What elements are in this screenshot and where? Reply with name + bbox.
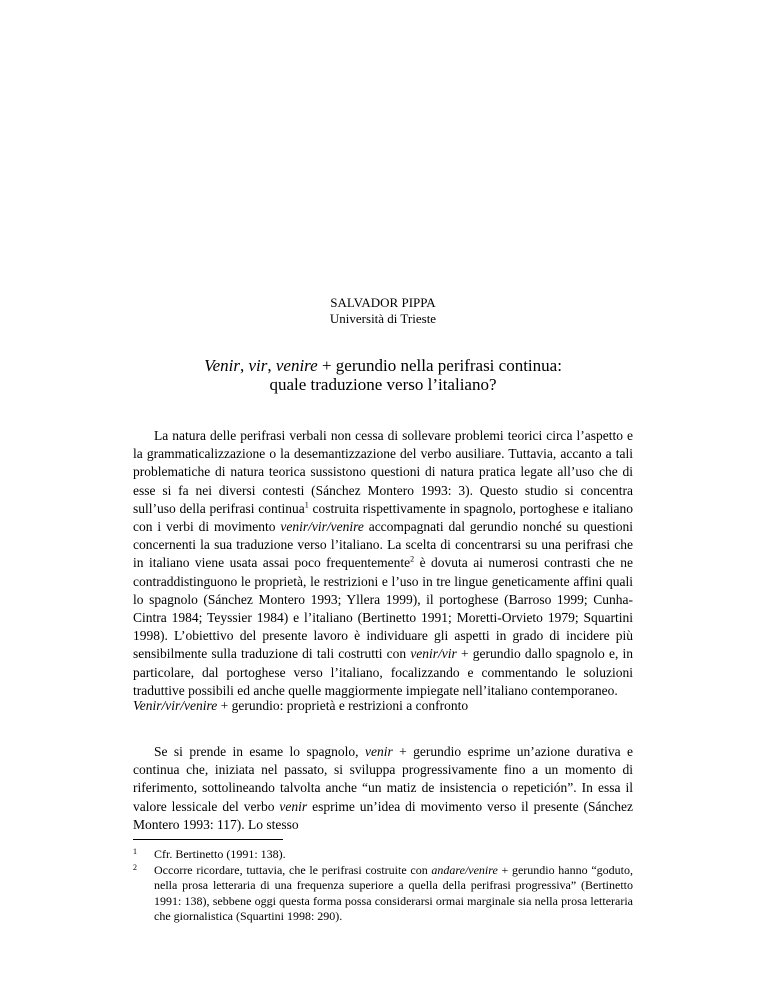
footnote-2 (133, 863, 633, 924)
footnote-ref-1: 1 (304, 500, 309, 510)
footnote-2-text-a: Occorre ricordare, tuttavia, che le perifrasi costruite con (154, 863, 432, 878)
title-line-1-rest: + gerundio nella perifrasi continua: (317, 356, 562, 375)
title-sep-2: , (267, 356, 276, 375)
footnote-2-text-b: + gerundio hanno “goduto, nella prosa letteraria di una frequenza superiore a quella della perifrasi progressiva” (Bertinetto 1991: 138), sebbene oggi questa forma possa considerarsi ormai marginale sia nella prosa letteraria che giornalistica (Squartini 1998: 290). (154, 863, 633, 923)
footnote-1 (133, 847, 633, 862)
footnote-divider (133, 839, 283, 840)
intro-italic-term-2: venir/vir (410, 646, 457, 662)
title-term-venire: venire (275, 356, 318, 375)
title-line-1 (133, 356, 633, 375)
paper-title (133, 356, 633, 394)
footnote-2-italic: andare/venire (431, 863, 498, 878)
intro-paragraph (133, 427, 633, 700)
section-text-3: esprime un’idea di movimento verso il presente (Sánchez Montero 1993: 117). Lo stesso (133, 798, 633, 832)
author-affiliation: Università di Trieste (329, 311, 437, 326)
title-term-vir: vir (248, 356, 268, 375)
author-name: SALVADOR PIPPA (330, 295, 436, 310)
section-text-2: + gerundio esprime un’azione durativa e continua che, iniziata nel passato, si sviluppa progressivamente fino a un momento di riferimento, sottolineando talvolta anche “un matiz de insistencia o repetición”. In essa il valore lessicale del verbo (133, 744, 633, 814)
footnote-ref-2: 2 (410, 554, 415, 564)
title-term-venir: Venir (204, 356, 240, 375)
section-heading-rest: + gerundio: proprietà e restrizioni a confronto (217, 698, 469, 713)
section-text-1: Se si prende in esame lo spagnolo, (154, 744, 365, 759)
page (133, 0, 633, 994)
section-heading (133, 697, 633, 715)
footnote-1-text: Cfr. Bertinetto (1991: 138). (154, 847, 286, 861)
intro-section (133, 427, 633, 700)
author-block (133, 295, 633, 327)
intro-italic-term-1: venir/vir/venire (280, 519, 364, 535)
title-line-2: quale traduzione verso l’italiano? (269, 375, 497, 394)
intro-text-4: è dovuta ai numerosi contrasti che ne contraddistinguono le proprietà, le restrizioni e l’uso in tre lingue geneticamente affini quali lo spagnolo (Sánchez Montero 1993; Yllera 1999), il portoghese (Barroso 1999; Cunha-Cintra 1984; Teyssier 1984) e l’italiano (Bertinetto 1991; Moretti-Orvieto 1979; Squartini 1998). L’obiettivo del presente lavoro è individuare gli aspetti in grado di incidere più sensibilmente sulla traduzione di tali costrutti con (133, 555, 633, 662)
footnotes (133, 847, 633, 925)
section-body (133, 743, 633, 834)
section-italic-2: venir (279, 798, 308, 814)
intro-text-2: costruita rispettivamente in spagnolo, portoghese e italiano con i verbi di movimento (133, 500, 633, 535)
intro-text-1: La natura delle perifrasi verbali non cessa di sollevare problemi teorici circa l’aspetto e la grammaticalizzazione o la desemantizzazione del verbo ausiliare. Tuttavia, accanto a tali problematiche di natura teorica sussistono questioni di natura pratica legate all’uso che di esse si fa nei diversi contesti (Sánchez Montero 1993: 3). Questo studio si concentra sull’uso della perifrasi continua (133, 428, 633, 516)
section-heading-italic: Venir/vir/venire (133, 698, 218, 713)
intro-text-5: + gerundio dallo spagnolo e, in particolare, dal portoghese verso l’italiano, focalizzando e commentando le soluzioni traduttive possibili ed anche quelle maggiormente impiegate nell’italiano contemporaneo. (133, 646, 633, 698)
intro-text-3: accompagnati dal gerundio nonché su questioni concernenti la sua traduzione verso l’italiano. La scelta di concentrarsi su una perifrasi che in italiano viene usata assai poco frequentemente (133, 519, 633, 571)
section-italic-1: venir (364, 744, 393, 759)
footnote-2-number: 2 (133, 863, 137, 873)
footnote-1-number: 1 (133, 847, 137, 856)
title-sep-1: , (239, 356, 249, 375)
section-paragraph (133, 743, 633, 834)
